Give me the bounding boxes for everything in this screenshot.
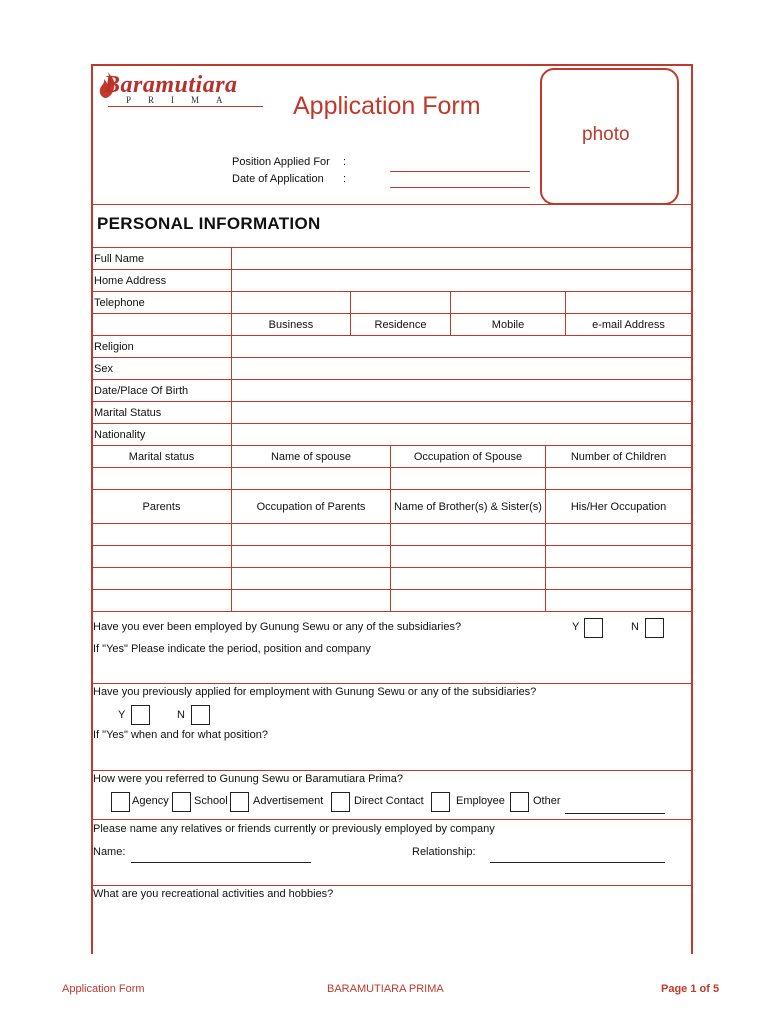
question-applied-before: Have you previously applied for employment with Gunung Sewu or any of the subsidiaries? xyxy=(93,686,537,698)
direct-contact-checkbox[interactable] xyxy=(331,792,350,812)
sex-field[interactable] xyxy=(232,358,692,380)
position-label: Position Applied For xyxy=(232,156,330,168)
q1-followup: If "Yes" Please indicate the period, position and company xyxy=(93,643,371,655)
logo-underline xyxy=(108,106,263,107)
other-field[interactable] xyxy=(565,813,665,814)
table-cell[interactable] xyxy=(92,524,232,546)
table-row xyxy=(92,468,692,490)
employee-checkbox[interactable] xyxy=(431,792,450,812)
business-label: Business xyxy=(232,314,351,336)
section-divider xyxy=(91,683,691,684)
home-address-field[interactable] xyxy=(232,270,692,292)
footer-left: Application Form xyxy=(62,983,145,995)
family-header: Number of Children xyxy=(546,446,692,468)
table-cell[interactable] xyxy=(92,568,232,590)
q1-yes-checkbox[interactable] xyxy=(584,618,603,638)
family-header: Occupation of Spouse xyxy=(391,446,546,468)
table-cell[interactable] xyxy=(232,524,391,546)
table-row xyxy=(92,248,692,270)
footer-center: BARAMUTIARA PRIMA xyxy=(327,983,444,995)
table-cell[interactable] xyxy=(232,590,391,612)
table-cell[interactable] xyxy=(546,590,692,612)
email-label: e-mail Address xyxy=(566,314,692,336)
table-cell[interactable] xyxy=(391,568,546,590)
full-name-label: Full Name xyxy=(92,248,232,270)
family-header: Parents xyxy=(92,490,232,524)
advertisement-checkbox[interactable] xyxy=(230,792,249,812)
family-header: Marital status xyxy=(92,446,232,468)
table-cell[interactable] xyxy=(546,524,692,546)
family-table xyxy=(91,445,692,612)
section-divider xyxy=(91,819,691,820)
birth-label: Date/Place Of Birth xyxy=(92,380,232,402)
mobile-label: Mobile xyxy=(451,314,566,336)
telephone-label: Telephone xyxy=(92,292,232,314)
school-checkbox[interactable] xyxy=(172,792,191,812)
table-row xyxy=(92,358,692,380)
table-cell[interactable] xyxy=(92,468,232,490)
birth-field[interactable] xyxy=(232,380,692,402)
relationship-label: Relationship: xyxy=(412,846,476,858)
family-header: Name of spouse xyxy=(232,446,391,468)
marital-status-label: Marital Status xyxy=(92,402,232,424)
religion-label: Religion xyxy=(92,336,232,358)
section-divider xyxy=(91,770,691,771)
q2-yes-checkbox[interactable] xyxy=(131,705,150,725)
agency-checkbox[interactable] xyxy=(111,792,130,812)
relative-name-field[interactable] xyxy=(131,862,311,863)
table-row xyxy=(92,568,692,590)
logo-subtext: PRIMA xyxy=(126,95,240,105)
header-divider xyxy=(91,204,691,205)
question-employed-before: Have you ever been employed by Gunung Sewu or any of the subsidiaries? xyxy=(93,621,462,633)
q1-no-label: N xyxy=(631,621,639,633)
table-row xyxy=(92,590,692,612)
table-cell[interactable] xyxy=(232,468,391,490)
relative-name-label: Name: xyxy=(93,846,126,858)
table-cell[interactable] xyxy=(391,468,546,490)
full-name-field[interactable] xyxy=(232,248,692,270)
school-label: School xyxy=(194,795,228,807)
position-colon: : xyxy=(343,156,347,168)
relationship-field[interactable] xyxy=(490,862,665,863)
table-row xyxy=(92,336,692,358)
residence-phone-field[interactable] xyxy=(351,292,451,314)
table-row xyxy=(92,446,692,468)
table-row xyxy=(92,380,692,402)
table-cell[interactable] xyxy=(546,468,692,490)
home-address-label: Home Address xyxy=(92,270,232,292)
q2-yes-label: Y xyxy=(118,709,126,721)
question-referral: How were you referred to Gunung Sewu or Baramutiara Prima? xyxy=(93,773,403,785)
other-label: Other xyxy=(533,795,561,807)
table-cell[interactable] xyxy=(92,546,232,568)
personal-info-table xyxy=(91,247,692,446)
religion-field[interactable] xyxy=(232,336,692,358)
q2-followup: If "Yes" when and for what position? xyxy=(93,729,268,741)
date-label: Date of Application xyxy=(232,173,324,185)
table-row xyxy=(92,270,692,292)
table-row xyxy=(92,402,692,424)
table-row xyxy=(92,546,692,568)
other-checkbox[interactable] xyxy=(510,792,529,812)
table-cell[interactable] xyxy=(546,568,692,590)
question-hobbies: What are you recreational activities and hobbies? xyxy=(93,888,334,900)
personal-info-heading: PERSONAL INFORMATION xyxy=(97,214,321,233)
q1-no-checkbox[interactable] xyxy=(645,618,664,638)
table-cell[interactable] xyxy=(232,546,391,568)
table-cell[interactable] xyxy=(391,546,546,568)
table-cell[interactable] xyxy=(391,590,546,612)
date-field[interactable] xyxy=(390,187,530,188)
table-row xyxy=(92,524,692,546)
family-header: His/Her Occupation xyxy=(546,490,692,524)
q2-no-checkbox[interactable] xyxy=(191,705,210,725)
q2-no-label: N xyxy=(177,709,185,721)
logo-text: Baramutiara xyxy=(104,72,238,98)
email-field[interactable] xyxy=(566,292,692,314)
table-row xyxy=(92,424,692,446)
nationality-field[interactable] xyxy=(232,424,692,446)
photo-label: photo xyxy=(582,124,630,145)
business-phone-field[interactable] xyxy=(232,292,351,314)
mobile-phone-field[interactable] xyxy=(451,292,566,314)
marital-status-field[interactable] xyxy=(232,402,692,424)
date-colon: : xyxy=(343,173,347,185)
position-field[interactable] xyxy=(390,171,530,172)
table-row xyxy=(92,314,692,336)
table-cell[interactable] xyxy=(546,546,692,568)
table-cell[interactable] xyxy=(232,568,391,590)
nationality-label: Nationality xyxy=(92,424,232,446)
table-cell[interactable] xyxy=(92,590,232,612)
family-header: Name of Brother(s) & Sister(s) xyxy=(391,490,546,524)
sex-label: Sex xyxy=(92,358,232,380)
table-row xyxy=(92,292,692,314)
agency-label: Agency xyxy=(132,795,169,807)
question-relatives: Please name any relatives or friends currently or previously employed by company xyxy=(93,823,495,835)
photo-box[interactable] xyxy=(540,68,679,205)
footer-page-number: Page 1 of 5 xyxy=(661,983,720,995)
advertisement-label: Advertisement xyxy=(253,795,324,807)
employee-label: Employee xyxy=(456,795,505,807)
direct-contact-label: Direct Contact xyxy=(354,795,424,807)
family-header: Occupation of Parents xyxy=(232,490,391,524)
section-divider xyxy=(91,885,691,886)
table-row xyxy=(92,490,692,524)
residence-label: Residence xyxy=(351,314,451,336)
page-title: Application Form xyxy=(293,92,481,120)
q1-yes-label: Y xyxy=(572,621,580,633)
table-cell[interactable] xyxy=(391,524,546,546)
